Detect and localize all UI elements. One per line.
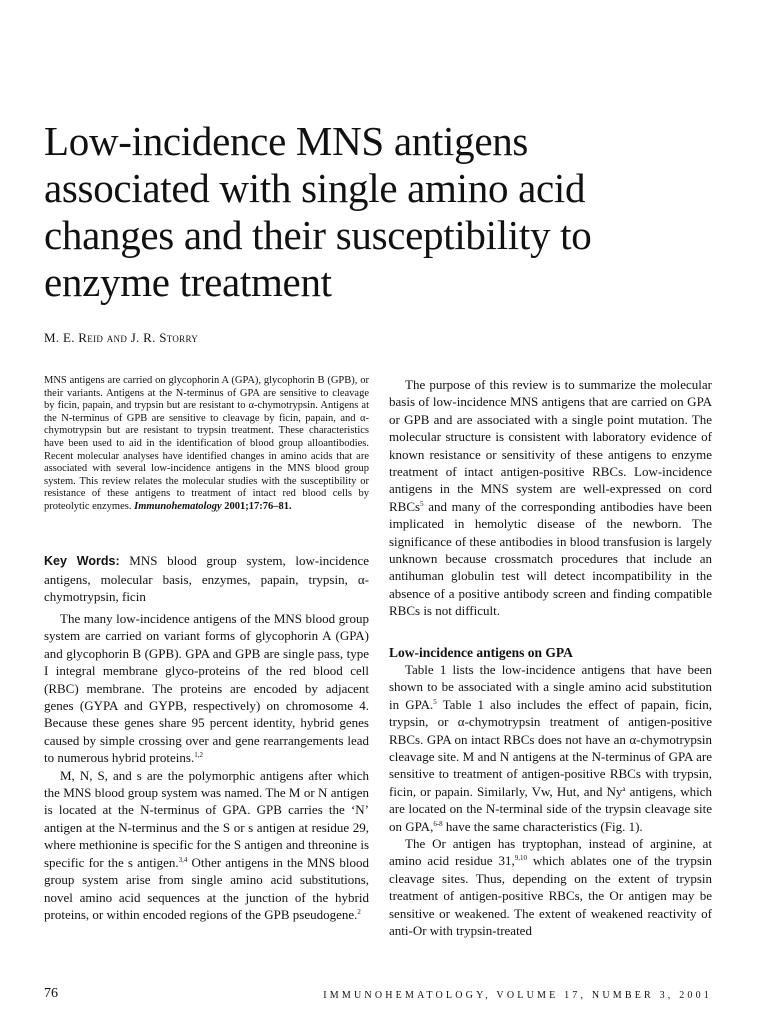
abstract-text: MNS antigens are carried on glycophorin A (GPA), glycophorin B (GPB), or their variants. Antigens at the N-terminus of GPA are sensitive to cleavage by ficin, papain, and trypsin but are resistant to α-chymotrypsin. Antigens at the N-terminus of GPB are sensitive to cleavage by ficin, papain, and α-chymotrypsin but are resistant to trypsin treatment. These characteristics have been used to aid in the identification of blood group alloantibodies. Recent molecular analyses have identified changes in amino acids that are associated with several low-incidence antigens in the MNS blood group system. This review relates the molecular studies with the susceptibility or resistance of these antigens to treatment of intact red blood cells by proteolytic enzymes.	[44, 375, 369, 512]
paragraph: M, N, S, and s are the polymorphic antigens after which the MNS blood group system was named. The M or N antigen is located at the N-terminus of GPA. GPB carries the ‘N’ antigen at the N-terminus and the S or s antigen at residue 29, where methionine is specific for the S antigen and threonine is specific for the s antigen.$^{3,4}$ Other antigens in the MNS blood group system arise from single amino acid substitutions, novel amino acid sequences at the junction of the hybrid proteins, or within encoded regions of the GPB pseudogene.$^2$	[44, 767, 369, 922]
paragraph: The purpose of this review is to summarize the molecular basis of low-incidence MNS antigens that are carried on GPA or GPB and are associated with a single point mutation. The molecular structure is consistent with laboratory evidence of known resistance or sensitivity of these antigens to enzyme treatment of intact antigen-positive RBCs. Low-incidence antigens in the MNS system are well-expressed on cord RBCs$^5$ and many of the corresponding antibodies have been implicated in hemolytic disease of the newborn. The significance of these antibodies in blood transfusion is largely unknown because crossmatch procedures that include an antihuman globulin test will detect incompatibility in the absence of a positive antibody screen and finding compatible RBCs is not difficult.	[389, 377, 712, 619]
author-and: and	[103, 330, 131, 345]
reference: 2	[357, 907, 361, 916]
paragraph: Table 1 lists the low-incidence antigens that have been shown to be associated with a single amino acid substitution in GPA.$^5$ Table 1 also includes the effect of papain, ficin, trypsin, or α-chymotrypsin treatment of antigen-positive RBCs. GPA on intact RBCs does not have an α-chymotrypsin cleavage site. M and N antigens at the N-terminus of GPA are sensitive to treatment of antigen-positive RBCs with trypsin, ficin, or papain. Similarly, Vw, Hut, and Ny$^a$ antigens, which are located on the N-terminal side of the trypsin cleavage site on GPA,$^{6-8}$ have the same characteristics (Fig. 1).	[389, 662, 713, 834]
page-number: 76	[44, 986, 58, 1001]
abstract	[44, 375, 369, 514]
key-words-label: Key Words:	[44, 554, 120, 568]
key-words-text: MNS blood group system, low-incidence antigens, molecular basis, enzymes, papain, trypsin, α-chymotrypsin, ficin	[44, 553, 369, 604]
key-words	[44, 552, 369, 606]
article-title	[44, 118, 734, 306]
author-2-initials: J. R. S	[130, 330, 167, 345]
citation-details: 2001;17:76–81.	[221, 500, 292, 512]
reference: 9,10	[514, 854, 527, 863]
title-line: associated with single amino acid	[44, 165, 586, 211]
author-line	[44, 330, 198, 346]
running-head: IMMUNOHEMATOLOGY, VOLUME 17, NUMBER 3, 2001	[323, 990, 712, 1001]
author-1-initials: M. E. R	[44, 330, 88, 345]
body-column-right-section	[389, 661, 712, 940]
title-line: changes and their susceptibility to	[44, 212, 592, 258]
reference: 5	[433, 697, 437, 706]
body-column-right	[389, 376, 712, 620]
journal-name: Immunohematology	[134, 500, 222, 512]
reference: 3,4	[178, 855, 188, 864]
reference: 1,2	[194, 751, 203, 760]
paragraph: The Or antigen has tryptophan, instead of arginine, at amino acid residue 31,$^{9,10}$ which ablates one of the trypsin cleavage sites. Thus, depending on the extent of trypsin treatment of antigen-positive RBCs, the Or antigen may be sensitive or weakened. The extent of weakened reactivity of anti-Or with trypsin-treated	[389, 836, 712, 939]
abstract-citation	[134, 501, 292, 512]
title-line: enzyme treatment	[44, 259, 332, 305]
author-2-surname: torry	[166, 330, 199, 345]
title-line: Low-incidence MNS antigens	[44, 118, 529, 164]
section-heading: Low-incidence antigens on GPA	[389, 645, 573, 660]
author-1-surname: eid	[87, 330, 104, 345]
superscript: a	[622, 784, 626, 793]
body-column-left	[44, 610, 369, 923]
paragraph: The many low-incidence antigens of the MNS blood group system are carried on variant forms of glycophorin A (GPA) and glycophorin B (GPB). GPA and GPB are single pass, type I integral membrane glyco-proteins of the red blood cell (RBC) membrane. The proteins are encoded by adjacent genes (GYPA and GYPB, respectively) on chromosome 4. Because these genes share 95 percent identity, hybrid genes caused by simple crossing over and gene rearrangements lead to numerous hybrid proteins.$^{1,2}$	[44, 611, 369, 766]
reference: 5	[420, 499, 424, 508]
reference: 6-8	[433, 819, 443, 828]
